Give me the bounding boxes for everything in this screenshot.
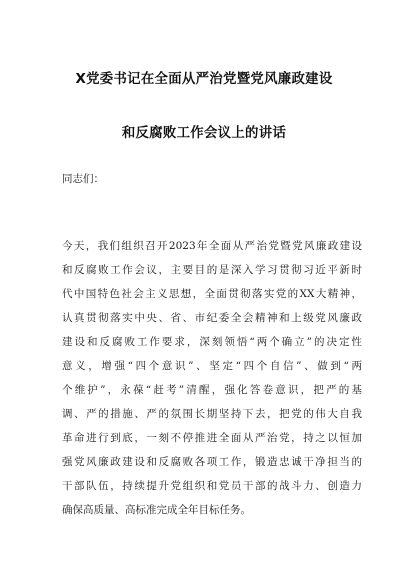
body-line: 个维护”，永葆“赶考”清醒，强化答卷意识，把严的基 — [62, 384, 362, 396]
body-line: 认真贯彻落实中央、省、市纪委全会精神和上级党风廉政 — [62, 312, 362, 324]
body-line: 代中国特色社会主义思想，全面贯彻落实党的XX大精神， — [62, 288, 362, 300]
body-line: 今天，我们组织召开2023年全面从严治党暨党风廉政建设 — [62, 240, 362, 252]
body-line: 调、严的措施、严的氛围长期坚持下去，把党的伟大自我 — [62, 408, 362, 420]
body-line: 建设和反腐败工作要求，深刻领悟“两个确立”的决定性 — [62, 336, 362, 348]
body-line: 干部队伍，持续提升党组织和党员干部的战斗力、创造力 — [62, 480, 362, 492]
body-line: 强党风廉政建设和反腐败各项工作，锻造忠诚干净担当的 — [62, 456, 362, 468]
body-line: 和反腐败工作会议，主要目的是深入学习贯彻习近平新时 — [62, 264, 362, 276]
document-title-line-1: X党委书记在全面从严治党暨党风廉政建设 — [75, 72, 333, 87]
greeting: 同志们： — [62, 173, 104, 185]
body-line: 意义，增强“四个意识”、坚定“四个自信”、做到“两 — [62, 360, 362, 372]
body-line: 确保高质量、高标准完成全年目标任务。 — [62, 504, 251, 516]
body-line: 革命进行到底，一刻不停推进全面从严治党，持之以恒加 — [62, 432, 362, 444]
document-title-line-2: 和反腐败工作会议上的讲话 — [121, 126, 287, 141]
